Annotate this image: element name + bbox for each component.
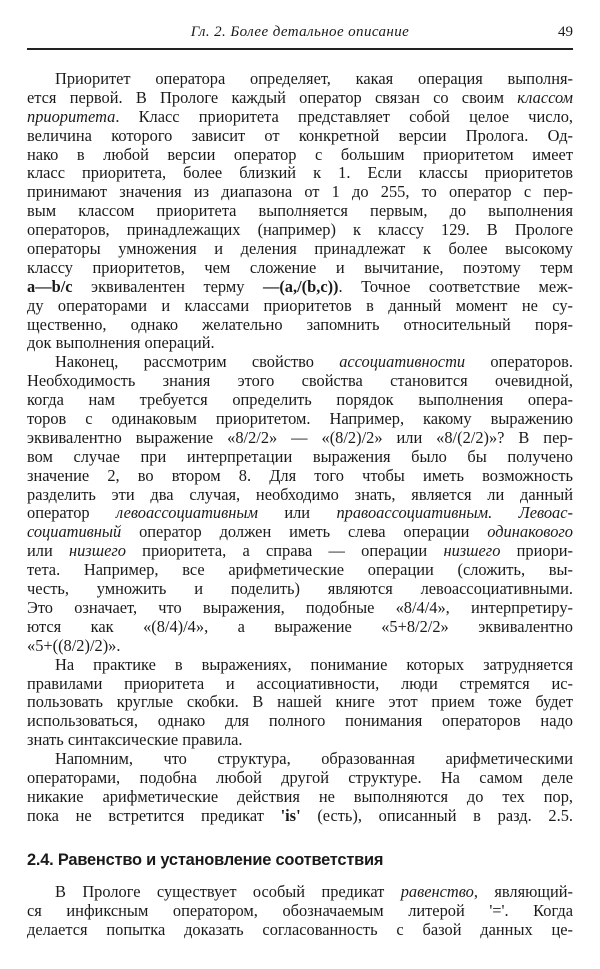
italic-text: одинакового <box>487 522 573 542</box>
text-line <box>27 693 573 712</box>
text-segment: или <box>27 541 69 561</box>
text-line <box>27 542 573 561</box>
text-segment: операторы умножения и деления принадлежат к более высокому <box>27 239 573 259</box>
paragraph <box>27 70 573 353</box>
text-segment: вом случае при интерпретации выражения было бы получено <box>27 446 573 466</box>
text-line <box>27 523 573 542</box>
running-head <box>27 24 573 46</box>
text-line <box>27 580 573 599</box>
text-line <box>27 921 573 940</box>
text-segment: никакие арифметические действия не выполняются до тех пор, <box>27 786 573 806</box>
text-line <box>27 127 573 146</box>
text-segment: классу приоритетов, чем сложение и вычитание, поэтому терм <box>27 257 573 277</box>
section-heading: 2.4. Равенство и установление соответствия <box>27 851 384 869</box>
text-segment: правилами приоритета и ассоциативности, люди стремятся ис- <box>27 673 573 693</box>
text-line <box>27 146 573 165</box>
text-segment: операторами, подобна любой другой структуре. На самом деле <box>27 767 573 787</box>
text-segment: ду операторами и классами приоритетов в данный момент не су- <box>27 295 573 315</box>
text-segment: или <box>257 503 337 523</box>
text-segment: разделить эти два случая, необходимо знать, является ли данный <box>27 484 573 504</box>
text-line <box>27 486 573 505</box>
text-line <box>27 391 573 410</box>
text-line <box>27 108 573 127</box>
text-line <box>27 316 573 335</box>
text-line <box>27 372 573 391</box>
text-segment: класс приоритета, более близкий к 1. Если классы приоритетов <box>27 163 573 183</box>
text-line <box>27 202 573 221</box>
text-segment: Это означает, что выражения, подобные «8/4/4», интерпретиру- <box>27 597 573 617</box>
text-line <box>27 89 573 108</box>
text-segment: принимают значения из диапазона от 1 до 255, то оператор с пер- <box>27 182 573 202</box>
bold-text: —(a,/(b,c)) <box>262 276 339 296</box>
italic-text: приоритета <box>27 106 116 126</box>
text-segment: док выполнения операций. <box>27 333 215 353</box>
text-line <box>27 750 573 769</box>
text-segment: нако в любой версии оператор с большим приоритетом имеет <box>27 144 573 164</box>
text-segment: ются как «(8/4)/4», а выражение «5+8/2/2» эквивалентно <box>27 616 573 636</box>
text-segment: эквивалентно выражение «8/2/2» — «(8/2)/2» или «8/(2/2)»? В пер- <box>27 427 573 447</box>
text-segment: На практике в выражениях, понимание которых затрудняется <box>55 654 573 674</box>
text-segment: В Прологе существует особый предикат <box>55 882 401 901</box>
text-segment: . Точное соответствие меж- <box>338 276 573 296</box>
text-line <box>27 637 573 656</box>
text-line <box>27 656 573 675</box>
text-segment: , являющий- <box>473 882 573 901</box>
header-rule <box>27 48 573 50</box>
text-segment: Необходимость знания этого свойства становится очевидной, <box>27 371 573 391</box>
text-segment: знать синтаксические правила. <box>27 730 243 750</box>
text-line <box>27 164 573 183</box>
italic-text: низшего <box>68 541 126 561</box>
paragraph <box>27 353 573 655</box>
text-segment: «5+((8/2)/2)». <box>27 635 121 655</box>
paragraph <box>27 750 573 826</box>
text-segment: величина которого зависит от конкретной версии Пролога. Од- <box>27 125 573 145</box>
text-line <box>27 769 573 788</box>
text-segment: оператор должен иметь слева операции <box>121 522 488 542</box>
chapter-title: Гл. 2. Более детальное описание <box>190 24 410 40</box>
text-line <box>27 448 573 467</box>
text-line <box>27 278 573 297</box>
text-segment: пока не встретится предикат <box>27 805 281 825</box>
text-segment: значение 2, во втором 8. Для того чтобы иметь возможность <box>27 465 573 485</box>
text-line <box>27 410 573 429</box>
text-segment: операторов. <box>465 352 573 372</box>
text-line <box>27 599 573 618</box>
text-line <box>27 618 573 637</box>
text-segment: Наконец, рассмотрим свойство <box>55 352 340 372</box>
text-line <box>27 70 573 89</box>
text-segment: эквивалентен терму <box>72 276 263 296</box>
text-segment: оператор <box>27 503 117 523</box>
text-line <box>27 221 573 240</box>
bold-text: a—b/c <box>27 276 73 296</box>
text-line <box>27 297 573 316</box>
text-line <box>27 429 573 448</box>
text-segment: честь, умножить и поделить) являются левоассоциативными. <box>27 579 573 599</box>
text-line <box>27 353 573 372</box>
bold-text: 'is' <box>280 805 301 825</box>
text-segment: щественно, однако желательно запомнить относительный поря- <box>27 314 573 334</box>
text-line <box>27 902 573 921</box>
text-segment: приори- <box>500 541 573 561</box>
italic-text: классом <box>517 87 573 107</box>
text-line <box>27 675 573 694</box>
text-line <box>27 334 573 353</box>
text-segment: (есть), описанный в разд. 2.5. <box>300 805 574 825</box>
text-segment: . Класс приоритета представляет собой целое число, <box>115 106 573 126</box>
italic-text: равенство <box>400 882 474 901</box>
italic-text: низшего <box>443 541 501 561</box>
text-segment: Напомним, что структура, образованная арифметическими <box>55 749 573 769</box>
text-segment: операторов, принадлежащих (например) к классу 129. В Прологе <box>27 220 573 240</box>
text-line <box>27 561 573 580</box>
text-segment: приоритета, а справа — операции <box>125 541 444 561</box>
italic-text: социативный <box>27 522 122 542</box>
text-line <box>27 183 573 202</box>
page-number: 49 <box>558 24 573 40</box>
text-line <box>27 788 573 807</box>
text-line <box>27 504 573 523</box>
text-line <box>27 731 573 750</box>
text-line <box>27 259 573 278</box>
body-text-bottom <box>27 883 573 940</box>
text-line <box>27 467 573 486</box>
text-line <box>27 240 573 259</box>
text-line <box>27 883 573 902</box>
text-line <box>27 807 573 826</box>
text-segment: пользовать круглые скобки. В нашей книге этот прием тоже будет <box>27 692 573 712</box>
text-segment: когда нам требуется определить порядок выполнения опера- <box>27 390 573 410</box>
italic-text: левоассоциативным <box>116 503 258 523</box>
text-segment: использоваться, однако для полного понимания операторов надо <box>27 711 573 731</box>
text-segment: вым классом приоритета выполняется первым, до выполнения <box>27 201 573 221</box>
paragraph <box>27 883 573 940</box>
body-text-top <box>27 70 573 826</box>
italic-text: ассоциативности <box>339 352 466 372</box>
text-segment: тета. Например, все арифметические операции (сложить, вы- <box>27 560 573 580</box>
text-line <box>27 712 573 731</box>
text-segment: торов с одинаковым приоритетом. Например, какому выражению <box>27 409 573 429</box>
text-segment: делается попытка доказать согласованность с базой данных це- <box>27 919 573 939</box>
text-segment: ся инфиксным оператором, обозначаемым литерой '='. Когда <box>27 900 573 920</box>
italic-text: правоассоциативным. Левоас- <box>336 503 573 523</box>
text-segment: Приоритет оператора определяет, какая операция выполня- <box>55 69 573 88</box>
text-segment: ется первой. В Прологе каждый оператор связан со своим <box>27 87 518 107</box>
paragraph <box>27 656 573 750</box>
